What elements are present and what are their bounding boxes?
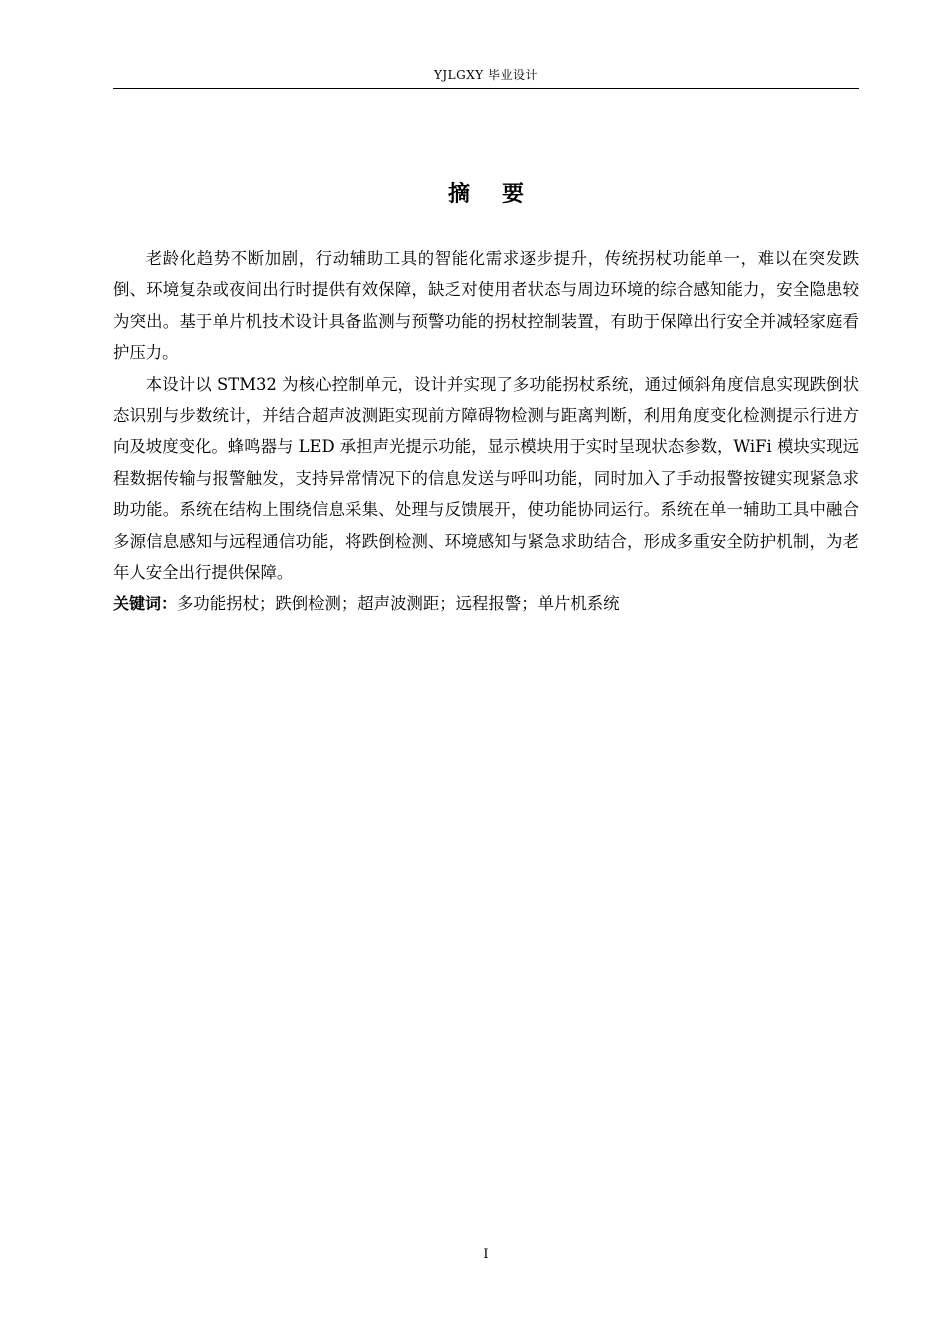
abstract-title: 摘要 bbox=[447, 182, 556, 207]
abstract-paragraph-2: 本设计以 STM32 为核心控制单元，设计并实现了多功能拐杖系统，通过倾斜角度信息实现跌倒状态识别与步数统计，并结合超声波测距实现前方障碍物检测与距离判断，利用角度变化检测提示行进方向及坡度变化。蜂鸣器与 LED 承担声光提示功能，显示模块用于实时呈现状态参数，WiFi 模块实现远程数据传输与报警触发，支持异常情况下的信息发送与呼叫功能，同时加入了手动报警按键实现紧急求助功能。系统在结构上围绕信息采集、处理与反馈展开，使功能协同运行。系统在单一辅助工具中融合多源信息感知与远程通信功能，将跌倒检测、环境感知与紧急求助结合，形成多重安全防护机制，为老年人安全出行提供保障。 bbox=[113, 374, 859, 583]
keywords-line bbox=[113, 588, 859, 619]
keywords-text: 多功能拐杖；跌倒检测；超声波测距；远程报警；单片机系统 bbox=[177, 594, 620, 614]
page-header: YJLGXY 毕业设计 bbox=[433, 68, 539, 82]
header-divider bbox=[113, 88, 859, 89]
keywords-label: 关键词： bbox=[113, 594, 178, 614]
abstract-paragraph-1: 老龄化趋势不断加剧，行动辅助工具的智能化需求逐步提升，传统拐杖功能单一，难以在突发跌倒、环境复杂或夜间出行时提供有效保障，缺乏对使用者状态与周边环境的综合感知能力，安全隐患较为突出。基于单片机技术设计具备监测与预警功能的拐杖控制装置，有助于保障出行安全并减轻家庭看护压力。 bbox=[113, 249, 859, 363]
abstract-body bbox=[113, 243, 859, 620]
page-number: I bbox=[483, 1247, 489, 1262]
